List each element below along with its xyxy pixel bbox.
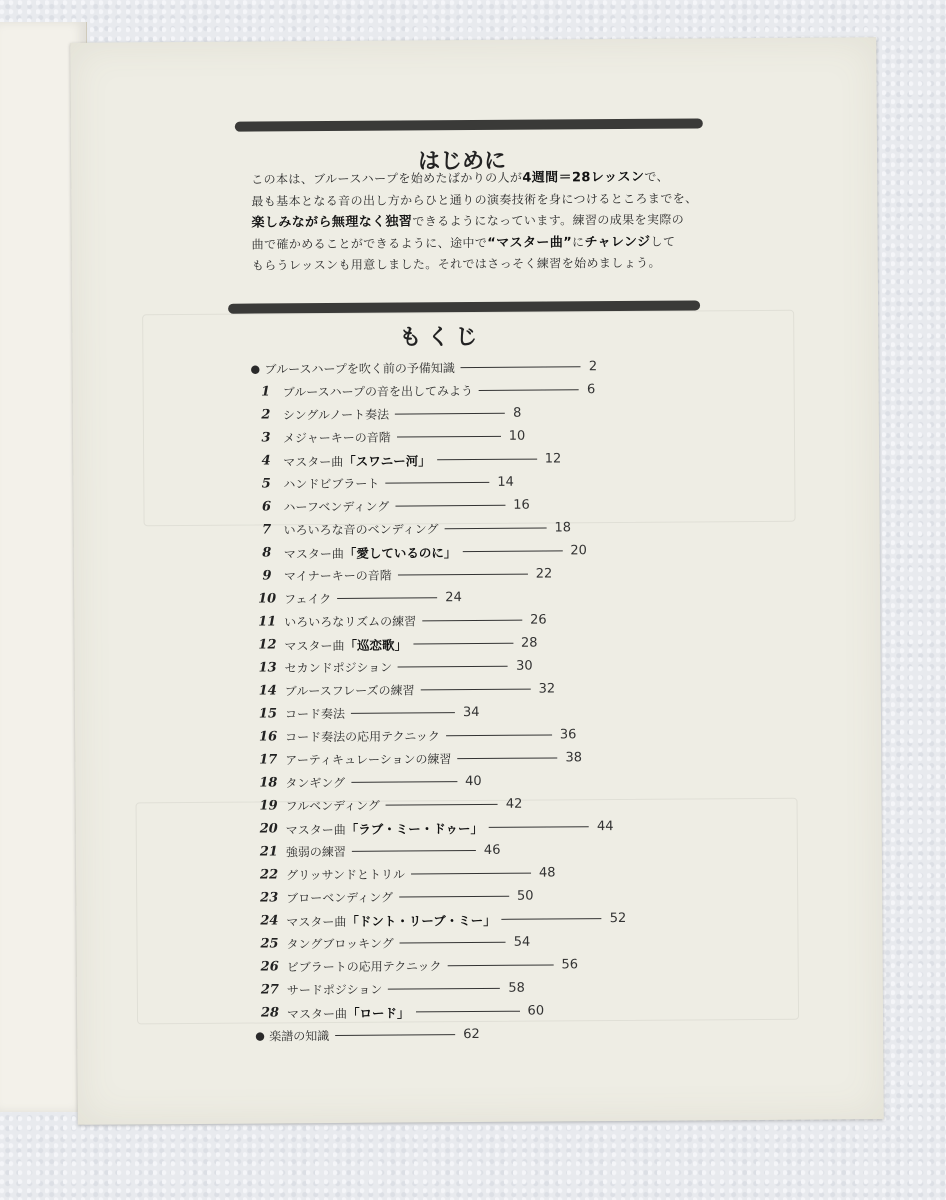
toc-entry-title (284, 889, 393, 907)
intro-line-4-bold-master: “マスター曲” (487, 234, 573, 251)
toc-leader-line (386, 804, 498, 806)
toc-entry-title-text: ブルースハープの音を出してみよう (282, 384, 474, 400)
toc-entry (251, 446, 751, 472)
toc-leader-line (398, 574, 528, 576)
toc-lesson-number: 27 (260, 982, 279, 998)
toc-page-number: 58 (508, 980, 525, 996)
toc-entry-title-text: ハーフベンディング (283, 499, 390, 515)
toc-page-number: 18 (554, 520, 572, 536)
toc-lesson-number: 26 (260, 959, 279, 975)
toc-leader-line (395, 413, 505, 415)
toc-page-number: 50 (516, 888, 534, 904)
toc-entry-title (267, 1027, 329, 1044)
toc-page-number: 30 (516, 658, 533, 674)
toc-page-number: 26 (529, 612, 547, 628)
toc-lesson-number: 1 (261, 384, 271, 400)
toc-entry-title (283, 727, 440, 745)
toc-entry-title (284, 866, 405, 884)
toc-leader-line (489, 826, 589, 828)
toc-entry-title (282, 590, 331, 607)
toc-entry-title-text: マスター曲 (283, 546, 344, 561)
toc-entry (254, 906, 754, 932)
toc-entry-title-text: マスター曲 (284, 638, 345, 653)
toc-entry-title-text: マスター曲 (283, 454, 344, 469)
toc-entry-title-text: サードポジション (286, 982, 383, 998)
toc-entry-title-text: いろいろな音のベンディング (283, 522, 439, 538)
toc-entry (253, 768, 753, 794)
toc-leader-line (462, 550, 562, 552)
toc-leader-line (457, 757, 557, 759)
toc-lesson-number: 8 (262, 545, 272, 561)
toc-leader-line (351, 712, 455, 714)
table-of-contents (250, 354, 755, 1047)
toc-page-number: 40 (464, 773, 482, 790)
toc-entry (252, 561, 752, 587)
toc-leader-line (461, 366, 581, 368)
toc-entry-title (262, 359, 454, 377)
toc-entry-title (281, 498, 389, 516)
intro-line-1-end: で、 (644, 169, 669, 184)
toc-entry (255, 1021, 755, 1047)
toc-entry-song-title: 「スワニー河」 (343, 452, 431, 469)
toc-entry-title-text: セカンドポジション (284, 660, 393, 676)
toc-entry-title-text: マスター曲 (286, 1006, 348, 1021)
toc-page-number: 20 (570, 543, 587, 559)
toc-entry-title-text: グリッサンドとトリル (286, 867, 406, 883)
toc-entry (253, 722, 753, 748)
toc-lesson-number: 9 (262, 568, 272, 584)
toc-entry-title-text: マスター曲 (286, 914, 347, 929)
toc-entry-title (282, 520, 439, 538)
toc-leader-line (400, 942, 506, 944)
toc-entry-title-text: タンギング (285, 775, 346, 791)
toc-leader-line (351, 781, 457, 783)
toc-lesson-number: 28 (260, 1005, 280, 1021)
toc-lesson-number: 13 (258, 660, 277, 676)
toc-entry (254, 883, 754, 909)
toc-leader-line (413, 643, 513, 645)
intro-line-3-text: できるようになっています。練習の成果を実際の (412, 212, 685, 229)
toc-entry-title-text: マスター曲 (285, 822, 346, 837)
toc-entry-title-text: アーティキュレーションの練習 (285, 752, 452, 768)
toc-entry-title-text: ブローベンディング (286, 890, 394, 906)
intro-line-1-text: この本は、ブルースハープを始めたばかりの人が (251, 170, 523, 187)
toc-entry-title-text: タングブロッキング (286, 936, 394, 952)
toc-page-number: 28 (520, 635, 538, 651)
toc-leader-line (416, 1011, 520, 1013)
toc-lesson-number: 16 (258, 729, 278, 745)
toc-entry-title (283, 659, 393, 677)
toc-page-number: 54 (513, 934, 531, 950)
toc-page-number: 48 (538, 865, 556, 881)
toc-entry (253, 745, 753, 771)
toc-page-number: 6 (586, 382, 596, 398)
toc-entry (254, 929, 754, 955)
toc-entry-title (281, 475, 379, 493)
toc-entry-song-title: 「ドント・リーブ・ミー」 (346, 912, 496, 929)
toc-leader-line (421, 689, 531, 691)
heading-rule-top (235, 118, 703, 131)
toc-entry (251, 423, 751, 449)
toc-leader-line (398, 666, 508, 668)
toc-lesson-number: 12 (258, 637, 277, 653)
toc-entry (255, 952, 755, 978)
toc-page-number: 60 (527, 1003, 545, 1019)
toc-entry-title (281, 429, 391, 447)
intro-line-5: もらうレッスンも用意しました。それではさっそく練習を始めましょう。 (251, 255, 661, 273)
toc-lesson-number: 10 (258, 591, 277, 607)
toc-page-number: 56 (561, 957, 579, 973)
toc-entry-title (283, 705, 345, 722)
toc-bullet: ● (250, 362, 261, 376)
toc-entry-title (283, 750, 451, 768)
toc-leader-line (337, 597, 437, 599)
toc-entry-title (285, 981, 383, 999)
toc-entry-title-text: 楽譜の知識 (269, 1029, 330, 1044)
toc-entry-title (284, 843, 346, 860)
intro-heading: はじめに (417, 148, 507, 175)
toc-entry-song-title: 「ロード」 (346, 1004, 410, 1021)
toc-entry-song-title: 「ラブ・ミー・ドゥー」 (345, 820, 483, 837)
toc-lesson-number: 15 (258, 706, 278, 722)
intro-line-4-mid: に (572, 234, 585, 249)
toc-lesson-number: 18 (259, 775, 278, 791)
toc-page-number: 2 (588, 359, 598, 375)
toc-lesson-number: 23 (260, 890, 279, 906)
intro-line-1 (251, 166, 711, 191)
intro-line-4-bold-challenge: チャレンジ (584, 234, 651, 250)
toc-entry-title-text: シングルノート奏法 (282, 407, 390, 423)
toc-entry-song-title: 「愛しているのに」 (343, 544, 457, 561)
book-page (70, 37, 884, 1125)
toc-entry-title (283, 681, 415, 699)
toc-entry-title (282, 635, 407, 654)
toc-lesson-number: 4 (261, 453, 271, 469)
toc-entry-title-text: ハンドビブラート (283, 476, 380, 492)
toc-leader-line (422, 620, 522, 622)
toc-lesson-number: 25 (260, 936, 279, 952)
toc-page-number: 16 (513, 497, 530, 513)
toc-lesson-number: 22 (259, 867, 279, 883)
toc-lesson-number: 5 (261, 476, 271, 492)
toc-leader-line (444, 528, 546, 530)
toc-entry (250, 354, 750, 380)
toc-leader-line (502, 918, 602, 920)
intro-line-4-end: して (650, 234, 676, 249)
toc-lesson-number: 24 (260, 913, 279, 929)
toc-leader-line (479, 389, 579, 391)
toc-page-number: 42 (505, 796, 523, 812)
toc-entry (254, 860, 754, 886)
toc-lesson-number: 11 (258, 614, 277, 630)
toc-heading: もくじ (399, 324, 484, 351)
toc-page-number: 12 (544, 451, 562, 467)
toc-entry-title-text: マイナーキーの音階 (283, 568, 392, 584)
toc-leader-line (411, 873, 531, 875)
toc-entry-title (282, 567, 392, 585)
toc-entry-title (281, 406, 389, 424)
toc-lesson-number: 3 (261, 430, 271, 446)
toc-entry (252, 584, 752, 610)
toc-leader-line (399, 896, 509, 898)
toc-entry (254, 814, 754, 840)
toc-lesson-number: 20 (259, 821, 278, 837)
toc-leader-line (447, 964, 553, 966)
toc-lesson-number: 6 (261, 499, 272, 515)
toc-entry-title-text: ビブラートの応用テクニック (286, 959, 442, 975)
toc-entry-title-text: フェイク (284, 592, 332, 607)
toc-entry (255, 975, 755, 1001)
toc-leader-line (388, 988, 500, 990)
toc-bullet: ● (255, 1029, 265, 1043)
intro-line-3 (251, 209, 711, 234)
toc-entry-title (281, 451, 431, 470)
toc-entry-title (284, 910, 496, 929)
toc-page-number: 34 (462, 704, 480, 721)
toc-leader-line (446, 734, 552, 736)
intro-line-2: 最も基本となる音の出し方からひと通りの演奏技術を身につけるところまでを、 (251, 190, 698, 209)
toc-page-number: 62 (463, 1026, 480, 1043)
intro-line-3-bold: 楽しみながら無理なく独習 (251, 214, 413, 231)
toc-entry (251, 492, 751, 518)
toc-entry (252, 607, 752, 633)
toc-lesson-number: 21 (259, 844, 278, 860)
toc-entry-title (284, 797, 380, 815)
intro-line-1-bold: 4週間＝28レッスン (522, 169, 645, 186)
toc-entry-title (285, 957, 442, 975)
toc-page-number: 8 (513, 405, 522, 421)
toc-entry-title (285, 1003, 410, 1022)
toc-entry-title-text: ブルースハープを吹く前の予備知識 (264, 361, 455, 377)
toc-entry-title-text: ブルースフレーズの練習 (284, 683, 415, 699)
toc-page-number: 32 (538, 681, 556, 697)
toc-entry-title-text: フルベンディング (285, 798, 380, 814)
toc-page-number: 10 (508, 428, 526, 444)
toc-page-number: 52 (609, 910, 627, 927)
toc-lesson-number: 19 (259, 798, 278, 814)
toc-entry-title-text: いろいろなリズムの練習 (284, 614, 417, 630)
toc-page-number: 46 (483, 842, 501, 858)
toc-entry-title-text: メジャーキーの音階 (282, 430, 391, 446)
toc-entry-title (282, 612, 416, 630)
toc-leader-line (397, 436, 501, 438)
toc-page-number: 38 (565, 750, 583, 766)
toc-entry-title (282, 543, 457, 562)
toc-leader-line (385, 482, 489, 484)
toc-leader-line (352, 850, 476, 852)
toc-page-number: 44 (596, 819, 614, 835)
toc-lesson-number: 2 (261, 407, 271, 423)
toc-leader-line (335, 1034, 455, 1036)
toc-entry (251, 400, 751, 426)
toc-entry (252, 538, 752, 564)
toc-entry-title (284, 818, 483, 837)
toc-entry-title (283, 774, 345, 791)
toc-entry-title-text: コード奏法の応用テクニック (285, 729, 440, 745)
toc-entry-title (284, 935, 393, 953)
toc-entry-title-text: コード奏法 (284, 706, 345, 722)
toc-page-number: 36 (559, 727, 577, 743)
toc-leader-line (437, 459, 537, 461)
toc-page-number: 14 (497, 474, 514, 490)
toc-entry-song-title: 「巡恋歌」 (344, 636, 408, 653)
intro-text (251, 166, 712, 277)
toc-entry (254, 837, 754, 863)
toc-entry-title-text: 強弱の練習 (285, 844, 346, 860)
toc-entry (252, 630, 752, 656)
toc-entry (253, 653, 753, 679)
toc-page-number: 24 (445, 590, 462, 606)
toc-lesson-number: 7 (262, 522, 272, 538)
toc-entry (253, 791, 753, 817)
toc-leader-line (395, 505, 505, 507)
toc-lesson-number: 17 (259, 752, 278, 768)
intro-line-4-text: 曲で確かめることができるように、途中で (251, 235, 488, 252)
toc-entry (251, 469, 751, 495)
toc-entry-title (281, 382, 473, 400)
toc-entry (251, 377, 751, 403)
toc-page-number: 22 (535, 566, 553, 582)
toc-entry (253, 676, 753, 702)
toc-entry (255, 998, 755, 1024)
toc-entry (252, 515, 752, 541)
toc-lesson-number: 14 (258, 683, 277, 699)
